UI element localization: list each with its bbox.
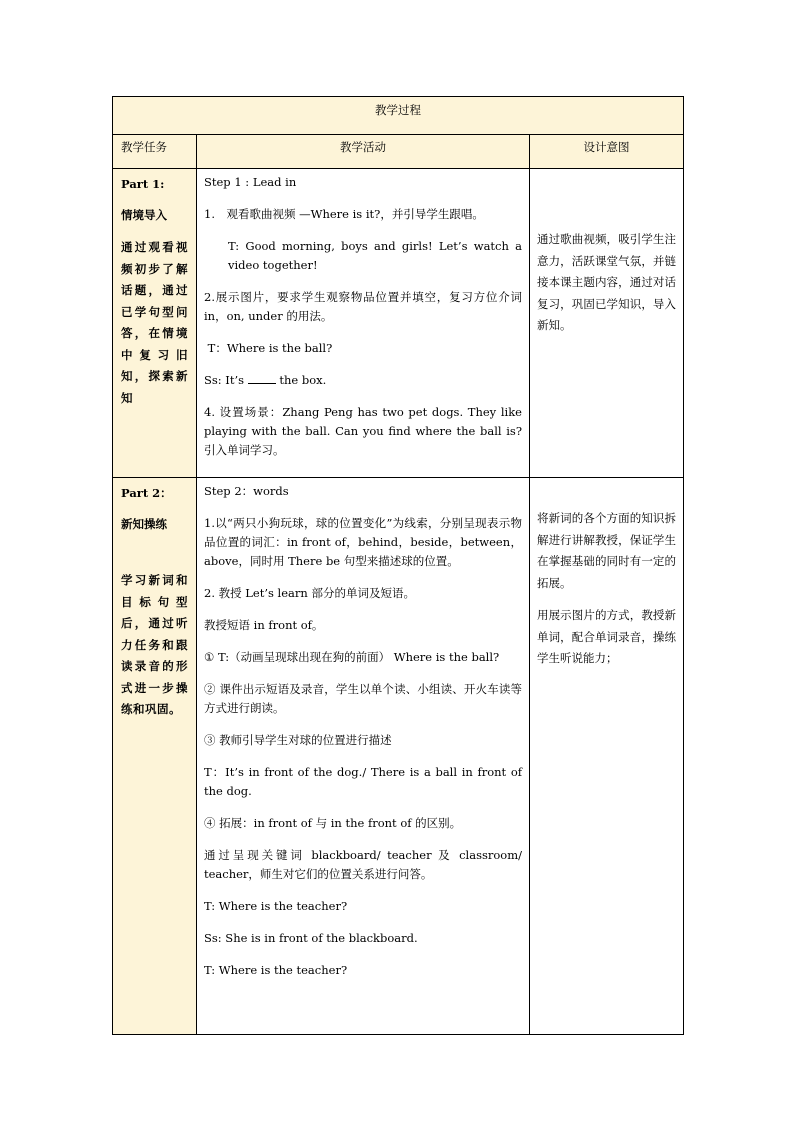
part2-activity-10: T: Where is the teacher? xyxy=(204,899,348,913)
part1-activity-3: 2.展示图片，要求学生观察物品位置并填空，复习方位介词 in，on, under 的用法。 xyxy=(204,290,522,323)
part2-activity-1: 1.以“两只小狗玩球，球的位置变化”为线索，分别呈现表示物品位置的词汇：in front of，behind，beside，between，above，同时用 There be 句型来描述球的位置。 xyxy=(204,516,522,568)
part1-activity-6: 4. 设置场景：Zhang Peng has two pet dogs. They like playing with the ball. Can you find where the ball is? 引入单词学习。 xyxy=(204,405,522,457)
part2-activity-8: ④ 拓展：in front of 与 in the front of 的区别。 xyxy=(204,816,462,830)
part1-fill-prefix: Ss: It’s xyxy=(204,373,245,387)
header-intent: 设计意图 xyxy=(530,135,684,169)
part1-activity-1: 1. 观看歌曲视频 —Where is it?，并引导学生跟唱。 xyxy=(204,207,484,221)
part2-activity-7: T：It’s in front of the dog./ There is a ball in front of the dog. xyxy=(204,765,522,798)
part2-activity-4: ① T:（动画呈现球出现在狗的前面） Where is the ball? xyxy=(204,650,500,664)
part2-activity-9: 通过呈现关键词 blackboard/ teacher 及 classroom/ teacher，师生对它们的位置关系进行问答。 xyxy=(204,848,522,881)
part2-activity-6: ③ 教师引导学生对球的位置进行描述 xyxy=(204,733,392,747)
part2-intent-cell xyxy=(530,478,684,1035)
part1-activity-4: T：Where is the ball? xyxy=(204,341,333,355)
part2-activity-cell xyxy=(197,478,530,1035)
part2-activity-2: 2. 教授 Let’s learn 部分的单词及短语。 xyxy=(204,586,415,600)
part2-task-cell xyxy=(113,478,197,1035)
part1-fill-suffix: the box. xyxy=(279,373,327,387)
part2-title: Part 2： xyxy=(121,486,172,500)
lesson-process-table xyxy=(112,96,684,1035)
part1-name: 情境导入 xyxy=(121,208,167,222)
part2-activity-3: 教授短语 in front of。 xyxy=(204,618,324,632)
part2-desc: 学习新词和目标句型后，通过听力任务和跟读录音的形式进一步操练和巩固。 xyxy=(121,573,188,716)
part2-name: 新知操练 xyxy=(121,517,167,531)
part1-intent: 通过歌曲视频，吸引学生注意力，活跃课堂气氛，并链接本课主题内容，通过对话复习，巩固已学知识，导入新知。 xyxy=(537,232,677,332)
fill-blank-line xyxy=(248,372,276,384)
part2-activity-5: ② 课件出示短语及录音，学生以单个读、小组读、开火车读等方式进行朗读。 xyxy=(204,682,522,715)
part1-activity-2: T: Good morning, boys and girls! Let’s watch a video together! xyxy=(228,239,522,272)
part2-activity-11: Ss: She is in front of the blackboard. xyxy=(204,931,418,945)
part1-task-cell xyxy=(113,169,197,478)
part1-step: Step 1 : Lead in xyxy=(204,175,297,189)
part2-step: Step 2：words xyxy=(204,484,289,498)
part2-intent-2: 用展示图片的方式，教授新单词，配合单词录音，操练学生听说能力； xyxy=(537,608,677,665)
part1-fill-blank xyxy=(204,371,522,390)
header-task: 教学任务 xyxy=(113,135,197,169)
part1-intent-cell xyxy=(530,169,684,478)
part1-title: Part 1: xyxy=(121,177,165,191)
part1-desc: 通过观看视频初步了解话题，通过已学句型问答，在情境中复习旧知，探索新知 xyxy=(121,240,188,405)
table-title: 教学过程 xyxy=(113,97,684,135)
part1-activity-cell xyxy=(197,169,530,478)
part2-activity-12: T: Where is the teacher? xyxy=(204,963,348,977)
header-activity: 教学活动 xyxy=(197,135,530,169)
part2-intent-1: 将新词的各个方面的知识拆解进行讲解教授，保证学生在掌握基础的同时有一定的拓展。 xyxy=(537,511,677,590)
